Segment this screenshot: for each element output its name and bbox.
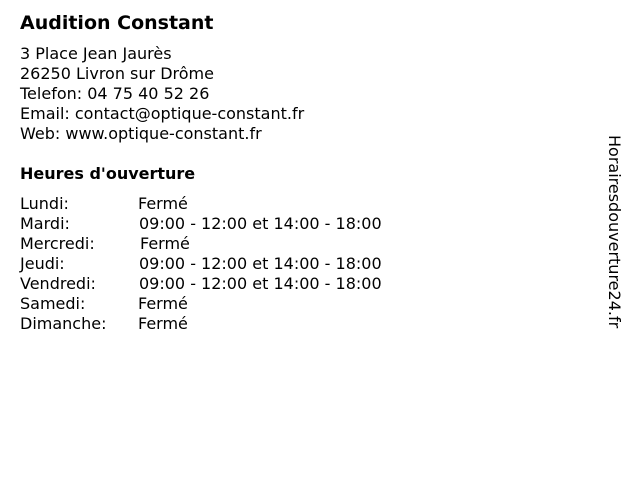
hours-heading: Heures d'ouverture [20,164,196,183]
email-line: Email: contact@optique-constant.fr [20,104,305,123]
day-label: Dimanche: [20,314,107,333]
day-label: Mercredi: [20,234,95,253]
day-hours: Fermé [140,234,190,253]
day-label: Vendredi: [20,274,96,293]
day-label: Samedi: [20,294,86,313]
day-hours: Fermé [138,294,188,313]
day-label: Jeudi: [20,254,65,273]
phone-line: Telefon: 04 75 40 52 26 [20,84,210,103]
day-hours: 09:00 - 12:00 et 14:00 - 18:00 [139,214,382,233]
day-hours: 09:00 - 12:00 et 14:00 - 18:00 [139,274,382,293]
day-hours: Fermé [138,194,188,213]
side-brand-text: Horairesdouverture24.fr [605,135,624,329]
business-name: Audition Constant [20,12,214,34]
address-city: 26250 Livron sur Drôme [20,64,214,83]
address-street: 3 Place Jean Jaurès [20,44,172,63]
day-label: Mardi: [20,214,70,233]
contact-block [20,44,304,144]
day-hours: 09:00 - 12:00 et 14:00 - 18:00 [139,254,382,273]
day-hours: Fermé [138,314,188,333]
day-label: Lundi: [20,194,69,213]
web-line: Web: www.optique-constant.fr [20,124,262,143]
